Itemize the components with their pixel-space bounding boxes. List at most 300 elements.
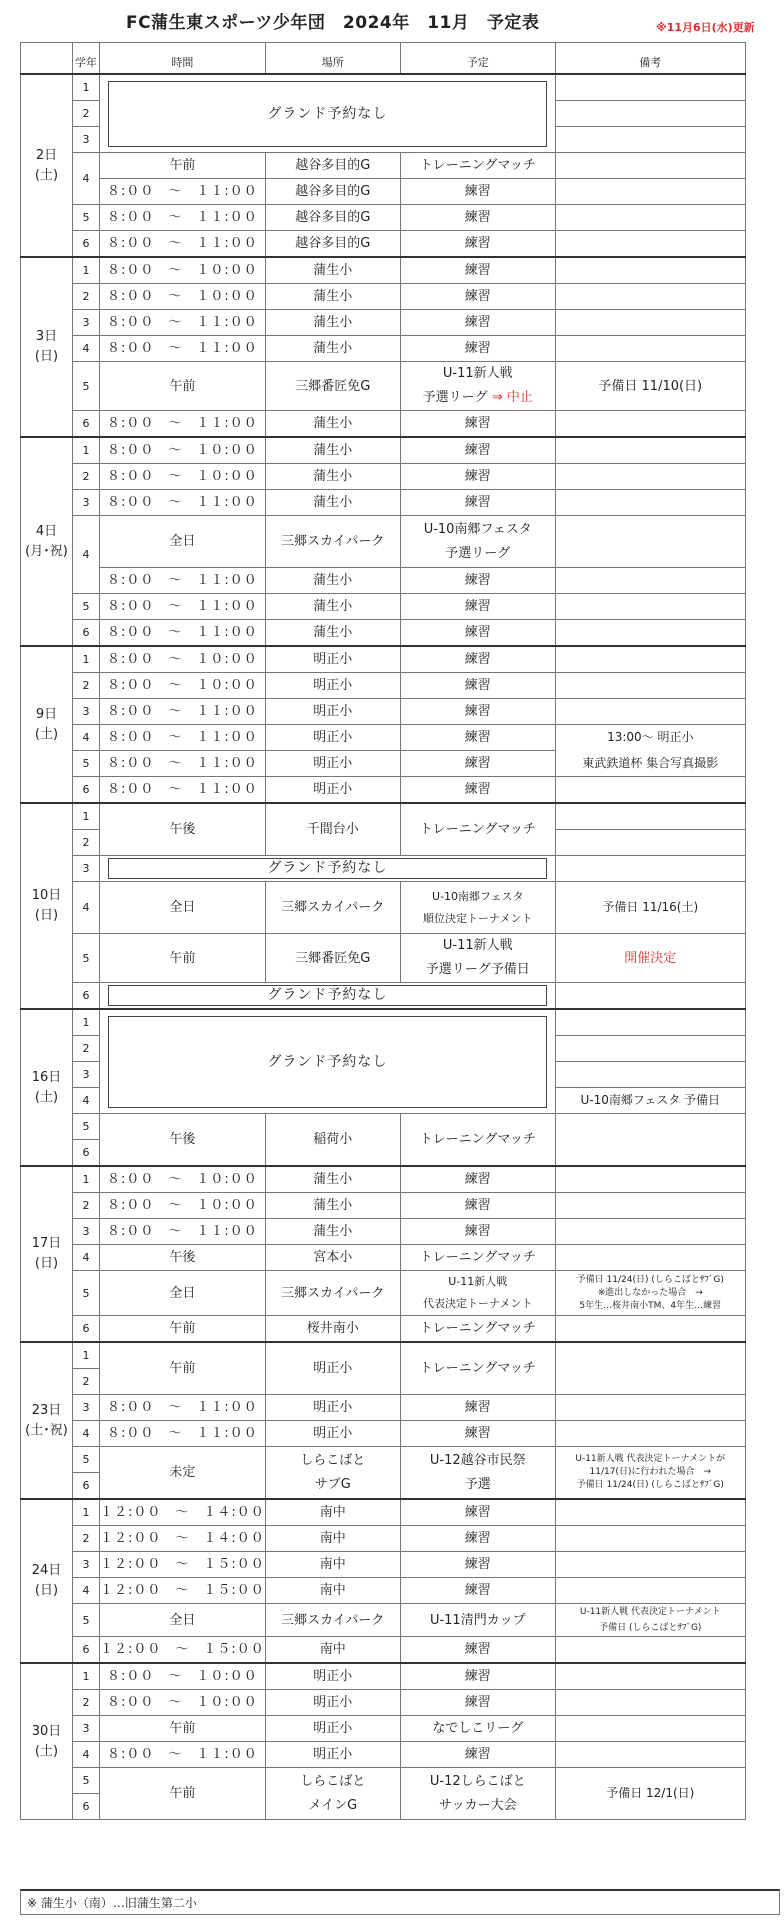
day-cell: 10日 (日) [21,803,73,1009]
table-row [21,336,746,362]
note-cell: U-11新人戦 代表決定トーナメントが 11/17(日)に行われた場合 → 予備日 11/24(日) (しらこばとｻﾌﾞG) [555,1447,745,1500]
place-cell: 蒲生小 [265,336,400,362]
table-row [21,310,746,336]
note-cell [555,1114,745,1167]
note-cell [555,1663,745,1690]
grade-cell: 3 [73,1219,100,1245]
plan-cell: 練習 [400,1742,555,1768]
note-cell [555,205,745,231]
note-cell [555,1219,745,1245]
table-row [21,673,746,699]
place-cell: 宮本小 [265,1245,400,1271]
place-cell: 蒲生小 [265,1166,400,1193]
table-row [21,620,746,647]
plan-cell: 練習 [400,284,555,310]
grade-cell: 2 [73,830,100,856]
table-row [21,1193,746,1219]
grade-cell: 4 [73,1742,100,1768]
grade-cell: 6 [73,1637,100,1664]
header-row [21,43,746,75]
note-cell [555,1499,745,1526]
place-cell: 明正小 [265,1342,400,1395]
note-cell [555,1193,745,1219]
grade-cell: 6 [73,1473,100,1500]
place-cell: 南中 [265,1552,400,1578]
time-cell: ８:００ ～ １０:００ [100,646,266,673]
place-cell: 三郷スカイパーク [265,1271,400,1316]
place-cell: 蒲生小 [265,257,400,284]
grade-cell: 1 [73,257,100,284]
note-cell: 東武鉄道杯 集合写真撮影 [555,751,745,777]
grade-cell: 3 [73,127,100,153]
note-cell [555,464,745,490]
schedule-table [20,42,746,1820]
table-row [21,777,746,804]
table-row [21,516,746,568]
grade-cell: 3 [73,1716,100,1742]
place-cell: 蒲生小 [265,310,400,336]
grade-cell: 5 [73,1604,100,1637]
grade-cell: 2 [73,1193,100,1219]
plan-cell: 練習 [400,594,555,620]
table-row [21,1395,746,1421]
place-cell: 千間台小 [265,803,400,856]
grade-cell: 5 [73,1271,100,1316]
note-cell [555,699,745,725]
note-cell [555,803,745,830]
grade-cell: 3 [73,856,100,882]
note-cell [555,856,745,882]
plan-cell: 練習 [400,1526,555,1552]
note-cell [555,74,745,101]
time-cell: ８:００ ～ １０:００ [100,1193,266,1219]
plan-cell: U-11新人戦 予選リーグ ⇒ 中止 [400,362,555,411]
day-cell: 9日 (土) [21,646,73,803]
plan-cell: 練習 [400,1395,555,1421]
grade-cell: 4 [73,1421,100,1447]
place-cell: 越谷多目的G [265,231,400,258]
table-row [21,1526,746,1552]
table-row [21,725,746,751]
place-cell: 南中 [265,1637,400,1664]
plan-cell: 練習 [400,673,555,699]
header-grade: 学年 [73,43,100,75]
plan-cell: トレーニングマッチ [400,153,555,179]
time-cell: 午後 [100,1245,266,1271]
plan-cell: 練習 [400,1499,555,1526]
plan-cell: 練習 [400,205,555,231]
plan-cell: 練習 [400,725,555,751]
plan-cell: U-11新人戦 代表決定トーナメント [400,1271,555,1316]
place-cell: 三郷番匠免G [265,934,400,983]
time-cell: ８:００ ～ １０:００ [100,1690,266,1716]
time-cell: 午前 [100,1768,266,1820]
grade-cell: 2 [73,1526,100,1552]
place-cell: 稲荷小 [265,1114,400,1167]
grade-cell: 1 [73,803,100,830]
place-cell: 南中 [265,1526,400,1552]
note-cell: 予備日 11/16(土) [555,882,745,934]
grade-cell: 5 [73,1768,100,1794]
grade-cell: 5 [73,751,100,777]
grade-cell: 4 [73,1245,100,1271]
plan-cell: 練習 [400,1690,555,1716]
time-cell: ８:００ ～ １１:００ [100,751,266,777]
place-cell: 明正小 [265,777,400,804]
note-cell: 予備日 11/10(日) [555,362,745,411]
time-cell: ８:００ ～ １０:００ [100,464,266,490]
note-cell [555,231,745,258]
place-cell: 蒲生小 [265,1193,400,1219]
time-cell: ８:００ ～ １１:００ [100,310,266,336]
day-cell: 4日 (月･祝) [21,437,73,646]
no-reserve-cell: グランド予約なし [100,74,556,153]
place-cell: 明正小 [265,1395,400,1421]
plan-cell: U-11新人戦 予選リーグ予備日 [400,934,555,983]
plan-cell: U-12しらこばと サッカー大会 [400,1768,555,1820]
note-cell [555,1245,745,1271]
place-cell: 桜井南小 [265,1316,400,1343]
grade-cell: 4 [73,882,100,934]
plan-cell: U-12越谷市民祭 予選 [400,1447,555,1500]
place-cell: 蒲生小 [265,620,400,647]
table-row [21,257,746,284]
plan-cell: 練習 [400,336,555,362]
note-cell [555,594,745,620]
note-cell [555,411,745,438]
time-cell: ８:００ ～ １０:００ [100,1663,266,1690]
note-cell: U-10南郷フェスタ 予備日 [555,1088,745,1114]
note-cell [555,1716,745,1742]
grade-cell: 6 [73,1316,100,1343]
table-row [21,1316,746,1343]
table-row [21,1166,746,1193]
plan-cell: 練習 [400,699,555,725]
grade-cell: 6 [73,777,100,804]
header-plan: 予定 [400,43,555,75]
grade-cell: 1 [73,1663,100,1690]
note-cell [555,257,745,284]
table-row [21,699,746,725]
table-row [21,568,746,594]
place-cell: 蒲生小 [265,594,400,620]
place-cell: しらこばと サブG [265,1447,400,1500]
place-cell: 明正小 [265,1742,400,1768]
plan-cell: 練習 [400,777,555,804]
table-row [21,464,746,490]
place-cell: 明正小 [265,1690,400,1716]
place-cell: 蒲生小 [265,284,400,310]
grade-cell: 6 [73,1140,100,1167]
table-row [21,751,746,777]
plan-cell: U-11清門カップ [400,1604,555,1637]
plan-cell: 練習 [400,1421,555,1447]
time-cell: ８:００ ～ １０:００ [100,1166,266,1193]
header-time: 時間 [100,43,266,75]
grade-cell: 5 [73,205,100,231]
header-place: 場所 [265,43,400,75]
place-cell: 明正小 [265,1421,400,1447]
grade-cell: 1 [73,1499,100,1526]
note-cell [555,179,745,205]
grade-cell: 6 [73,1794,100,1820]
grade-cell: 4 [73,153,100,205]
time-cell: ８:００ ～ １１:００ [100,490,266,516]
plan-cell: 練習 [400,411,555,438]
place-cell: 明正小 [265,725,400,751]
table-row [21,1009,746,1036]
time-cell: １２:００ ～ １５:００ [100,1578,266,1604]
plan-cell: 練習 [400,1578,555,1604]
plan-cell: 練習 [400,1637,555,1664]
plan-cell: 練習 [400,231,555,258]
time-cell: ８:００ ～ １０:００ [100,257,266,284]
plan-cell: 練習 [400,1193,555,1219]
table-row [21,437,746,464]
place-cell: 蒲生小 [265,464,400,490]
time-cell: ８:００ ～ １０:００ [100,437,266,464]
time-cell: 午前 [100,362,266,411]
place-cell: 明正小 [265,673,400,699]
plan-cell: なでしこリーグ [400,1716,555,1742]
day-cell: 16日 (土) [21,1009,73,1166]
place-cell: 明正小 [265,646,400,673]
table-row [21,284,746,310]
note-cell [555,101,745,127]
grade-cell: 3 [73,1062,100,1088]
table-row [21,1578,746,1604]
no-reserve-cell: グランド予約なし [100,1009,556,1114]
table-row [21,1245,746,1271]
note-cell [555,1009,745,1036]
plan-cell: 練習 [400,1166,555,1193]
grade-cell: 3 [73,310,100,336]
table-row [21,983,746,1010]
plan-cell: 練習 [400,751,555,777]
grade-cell: 1 [73,1342,100,1369]
grade-cell: 6 [73,231,100,258]
table-row [21,411,746,438]
plan-cell: 練習 [400,568,555,594]
time-cell: ８:００ ～ １１:００ [100,568,266,594]
table-row [21,856,746,882]
table-row [21,153,746,179]
grade-cell: 5 [73,1447,100,1473]
grade-cell: 6 [73,620,100,647]
table-row [21,594,746,620]
note-cell: 予備日 11/24(日) (しらこばとｻﾌﾞG) ※進出しなかった場合 → 5年生…桜井南小TM、4年生…練習 [555,1271,745,1316]
place-cell: 明正小 [265,751,400,777]
grade-cell: 1 [73,74,100,101]
table-row [21,1768,746,1794]
plan-cell: 練習 [400,437,555,464]
plan-cell: 練習 [400,1219,555,1245]
note-cell [555,983,745,1010]
plan-cell: トレーニングマッチ [400,1114,555,1167]
note-cell [555,127,745,153]
grade-cell: 1 [73,437,100,464]
note-cell [555,646,745,673]
table-row [21,1690,746,1716]
time-cell: １２:００ ～ １５:００ [100,1552,266,1578]
time-cell: ８:００ ～ １１:００ [100,594,266,620]
plan-cell: 練習 [400,464,555,490]
grade-cell: 1 [73,1166,100,1193]
place-cell: 三郷番匠免G [265,362,400,411]
grade-cell: 4 [73,336,100,362]
table-row [21,1421,746,1447]
header-date [21,43,73,75]
time-cell: １２:００ ～ １４:００ [100,1526,266,1552]
table-row [21,490,746,516]
time-cell: ８:００ ～ １１:００ [100,336,266,362]
table-row [21,74,746,101]
place-cell: 南中 [265,1578,400,1604]
note-cell [555,516,745,568]
time-cell: 午前 [100,1316,266,1343]
time-cell: 午前 [100,934,266,983]
time-cell: 午前 [100,153,266,179]
updated-note: ※11月6日(水)更新 [656,21,755,34]
plan-cell: U-10南郷フェスタ 予選リーグ [400,516,555,568]
note-cell [555,1421,745,1447]
grade-cell: 4 [73,725,100,751]
grade-cell: 2 [73,464,100,490]
time-cell: １２:００ ～ １４:００ [100,1499,266,1526]
note-cell [555,830,745,856]
place-cell: 南中 [265,1499,400,1526]
note-cell [555,1395,745,1421]
time-cell: ８:００ ～ １１:００ [100,179,266,205]
note-cell: 予備日 12/1(日) [555,1768,745,1820]
grade-cell: 2 [73,1369,100,1395]
place-cell: 明正小 [265,1716,400,1742]
grade-cell: 5 [73,594,100,620]
time-cell: １２:００ ～ １５:００ [100,1637,266,1664]
grade-cell: 4 [73,1578,100,1604]
note-cell [555,1552,745,1578]
grade-cell: 2 [73,284,100,310]
note-cell [555,336,745,362]
note-cell [555,673,745,699]
place-cell: 越谷多目的G [265,179,400,205]
table-row [21,1219,746,1245]
time-cell: 全日 [100,516,266,568]
note-cell [555,1637,745,1664]
note-cell: U-11新人戦 代表決定トーナメント 予備日 (しらこばとｻﾌﾞG) [555,1604,745,1637]
time-cell: ８:００ ～ １１:００ [100,1742,266,1768]
day-cell: 17日 (日) [21,1166,73,1342]
time-cell: 午後 [100,803,266,856]
time-cell: 午前 [100,1716,266,1742]
table-row [21,803,746,830]
time-cell: 午前 [100,1342,266,1395]
time-cell: ８:００ ～ １１:００ [100,1219,266,1245]
note-cell [555,153,745,179]
note-cell [555,777,745,804]
note-cell [555,284,745,310]
note-cell [555,310,745,336]
table-row [21,1637,746,1664]
plan-cell: 練習 [400,646,555,673]
note-cell: 開催決定 [555,934,745,983]
grade-cell: 5 [73,934,100,983]
grade-cell: 1 [73,646,100,673]
place-cell: 明正小 [265,1663,400,1690]
place-cell: 越谷多目的G [265,205,400,231]
time-cell: ８:００ ～ １１:００ [100,725,266,751]
plan-cell: トレーニングマッチ [400,1316,555,1343]
time-cell: ８:００ ～ １０:００ [100,673,266,699]
plan-cell: 練習 [400,310,555,336]
grade-cell: 6 [73,411,100,438]
place-cell: 三郷スカイパーク [265,516,400,568]
grade-cell: 2 [73,1036,100,1062]
place-cell: 蒲生小 [265,490,400,516]
grade-cell: 3 [73,1395,100,1421]
grade-cell: 5 [73,362,100,411]
table-row [21,179,746,205]
grade-cell: 6 [73,983,100,1010]
time-cell: 全日 [100,1604,266,1637]
note-cell: 13:00～ 明正小 [555,725,745,751]
no-reserve-cell: グランド予約なし [100,983,556,1010]
page-title: FC蒲生東スポーツ少年団 2024年 11月 予定表 [126,13,540,33]
table-row [21,231,746,258]
header-note: 備考 [555,43,745,75]
grade-cell: 3 [73,1552,100,1578]
place-cell: 蒲生小 [265,568,400,594]
note-cell [555,1578,745,1604]
plan-cell: 練習 [400,1552,555,1578]
table-row [21,1499,746,1526]
time-cell: ８:００ ～ １１:００ [100,620,266,647]
table-row [21,1663,746,1690]
footer-note: ※ 蒲生小（南）…旧蒲生第二小 [20,1889,780,1915]
table-row [21,205,746,231]
place-cell: 三郷スカイパーク [265,1604,400,1637]
time-cell: ８:００ ～ １１:００ [100,205,266,231]
plan-cell: トレーニングマッチ [400,803,555,856]
note-cell [555,437,745,464]
grade-cell: 3 [73,490,100,516]
place-cell: 蒲生小 [265,1219,400,1245]
grade-cell: 4 [73,516,100,594]
note-cell [555,1342,745,1395]
day-cell: 24日 (日) [21,1499,73,1663]
plan-cell: トレーニングマッチ [400,1342,555,1395]
time-cell: ８:００ ～ １１:００ [100,777,266,804]
grade-cell: 4 [73,1088,100,1114]
plan-cell: U-10南郷フェスタ 順位決定トーナメント [400,882,555,934]
grade-cell: 2 [73,101,100,127]
grade-cell: 1 [73,1009,100,1036]
note-cell [555,490,745,516]
table-row [21,1114,746,1140]
note-cell [555,1526,745,1552]
time-cell: ８:００ ～ １１:００ [100,699,266,725]
day-cell: 23日 (土･祝) [21,1342,73,1499]
grade-cell: 2 [73,1690,100,1716]
table-row [21,1552,746,1578]
time-cell: 未定 [100,1447,266,1500]
note-cell [555,1316,745,1343]
plan-cell: 練習 [400,490,555,516]
time-cell: ８:００ ～ １１:００ [100,231,266,258]
plan-cell: 練習 [400,179,555,205]
note-cell [555,1062,745,1088]
plan-cell: 練習 [400,1663,555,1690]
